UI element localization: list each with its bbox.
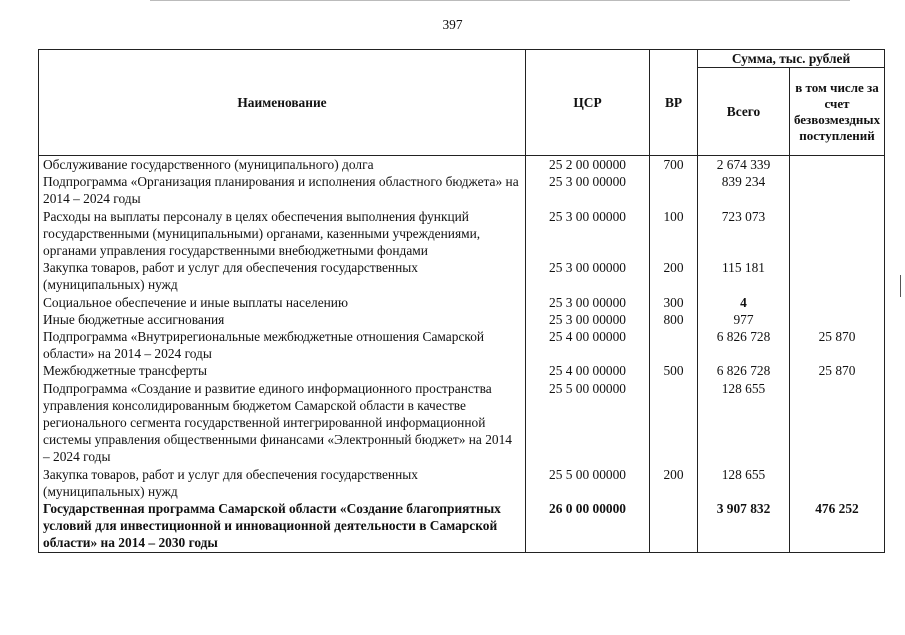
table-row [39, 362, 885, 379]
cell-vr [650, 173, 698, 207]
cell-grants [790, 380, 885, 466]
cell-vr: 500 [650, 362, 698, 379]
cell-name: Иные бюджетные ассигнования [39, 311, 526, 328]
cell-name: Подпрограмма «Создание и развитие единого информационного пространства управления консолидированным бюджетом Самарской области в качестве регионального сегмента государственной интегрированной информационной системы управления общественными финансами «Электронный бюджет» на 2014 – 2024 годы [39, 380, 526, 466]
cell-grants [790, 156, 885, 174]
cell-total: 6 826 728 [698, 362, 790, 379]
top-rule [150, 0, 850, 1]
cell-csr: 26 0 00 00000 [526, 500, 650, 552]
cell-grants: 476 252 [790, 500, 885, 552]
cell-total: 6 826 728 [698, 328, 790, 362]
table-row [39, 208, 885, 260]
cell-csr: 25 3 00 00000 [526, 311, 650, 328]
header-total: Всего [698, 68, 790, 156]
cell-total: 115 181 [698, 259, 790, 293]
table-body [39, 156, 885, 553]
cell-grants: 25 870 [790, 362, 885, 379]
cell-grants [790, 208, 885, 260]
cell-csr: 25 4 00 00000 [526, 362, 650, 379]
cell-vr [650, 380, 698, 466]
cell-name: Межбюджетные трансферты [39, 362, 526, 379]
cell-csr: 25 3 00 00000 [526, 173, 650, 207]
margin-mark [900, 275, 901, 297]
table-row [39, 294, 885, 311]
cell-name: Расходы на выплаты персоналу в целях обеспечения выполнения функций государственными (муниципальными) органами, казенными учреждениями, органами управления государственными внебюджетными фондами [39, 208, 526, 260]
cell-grants [790, 466, 885, 500]
cell-grants [790, 311, 885, 328]
cell-name: Подпрограмма «Организация планирования и исполнения областного бюджета» на 2014 – 2024 годы [39, 173, 526, 207]
table-row [39, 500, 885, 552]
header-name: Наименование [39, 50, 526, 156]
cell-total: 128 655 [698, 380, 790, 466]
table-row [39, 156, 885, 174]
cell-name: Подпрограмма «Внутрирегиональные межбюджетные отношения Самарской области» на 2014 – 2024 годы [39, 328, 526, 362]
table-row [39, 173, 885, 207]
cell-total: 4 [698, 294, 790, 311]
cell-name: Закупка товаров, работ и услуг для обеспечения государственных (муниципальных) нужд [39, 259, 526, 293]
cell-total: 128 655 [698, 466, 790, 500]
cell-grants [790, 294, 885, 311]
cell-vr [650, 328, 698, 362]
cell-grants: 25 870 [790, 328, 885, 362]
table-row [39, 311, 885, 328]
cell-total: 2 674 339 [698, 156, 790, 174]
page-number: 397 [442, 17, 463, 32]
cell-csr: 25 3 00 00000 [526, 208, 650, 260]
table-row [39, 328, 885, 362]
cell-total: 723 073 [698, 208, 790, 260]
cell-csr: 25 4 00 00000 [526, 328, 650, 362]
cell-csr: 25 2 00 00000 [526, 156, 650, 174]
cell-csr: 25 3 00 00000 [526, 259, 650, 293]
cell-total: 3 907 832 [698, 500, 790, 552]
table-row [39, 466, 885, 500]
cell-name: Социальное обеспечение и иные выплаты населению [39, 294, 526, 311]
table-row [39, 259, 885, 293]
table-row [39, 380, 885, 466]
cell-grants [790, 173, 885, 207]
cell-vr: 200 [650, 259, 698, 293]
cell-vr: 100 [650, 208, 698, 260]
header-vr: ВР [650, 50, 698, 156]
cell-csr: 25 3 00 00000 [526, 294, 650, 311]
cell-name: Закупка товаров, работ и услуг для обеспечения государственных (муниципальных) нужд [39, 466, 526, 500]
header-grants: в том числе за счет безвозмездных поступлений [790, 68, 885, 156]
cell-vr [650, 500, 698, 552]
cell-vr: 200 [650, 466, 698, 500]
budget-table [38, 49, 885, 553]
cell-name: Обслуживание государственного (муниципального) долга [39, 156, 526, 174]
cell-vr: 800 [650, 311, 698, 328]
cell-csr: 25 5 00 00000 [526, 466, 650, 500]
cell-csr: 25 5 00 00000 [526, 380, 650, 466]
header-sum-group: Сумма, тыс. рублей [698, 50, 885, 68]
header-csr: ЦСР [526, 50, 650, 156]
cell-vr: 700 [650, 156, 698, 174]
cell-vr: 300 [650, 294, 698, 311]
cell-name: Государственная программа Самарской области «Создание благоприятных условий для инвестиционной и инновационной деятельности в Самарской области» на 2014 – 2030 годы [39, 500, 526, 552]
cell-total: 839 234 [698, 173, 790, 207]
cell-grants [790, 259, 885, 293]
cell-total: 977 [698, 311, 790, 328]
